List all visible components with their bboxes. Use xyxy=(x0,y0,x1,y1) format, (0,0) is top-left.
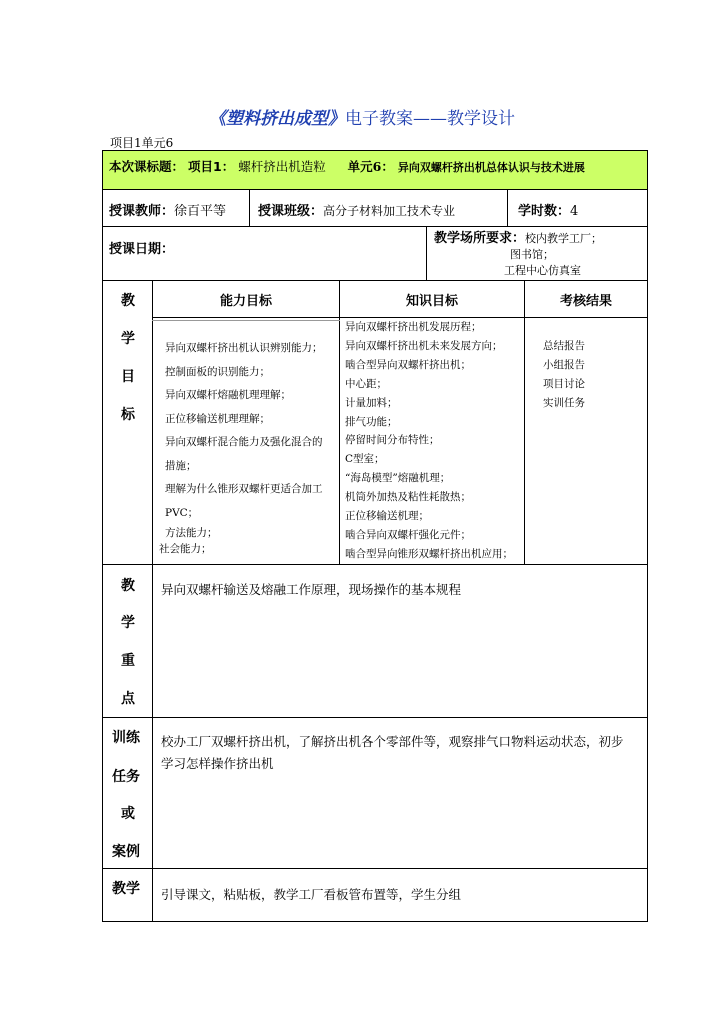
task-side-4: 案例 xyxy=(112,844,140,860)
teacher-label: 授课教师： xyxy=(109,204,175,219)
knowledge-item: 机筒外加热及粘性耗散热； xyxy=(345,491,471,504)
assessment-item: 小组报告 xyxy=(543,359,585,371)
assessment-header-cell xyxy=(524,280,648,318)
teaching-side: 教学 xyxy=(112,881,140,897)
task-text-line2: 学习怎样操作挤出机 xyxy=(161,756,274,771)
project-unit-label: 项目1单元6 xyxy=(110,136,174,150)
assessment-header: 考核结果 xyxy=(559,294,612,309)
venue-line3: 工程中心仿真室 xyxy=(504,264,581,277)
knowledge-item: C型室； xyxy=(345,453,385,466)
focus-side-1: 教 xyxy=(121,578,135,594)
date-label: 授课日期： xyxy=(109,242,175,257)
teaching-text: 引导课文，粘贴板，教学工厂看板管布置等，学生分组 xyxy=(161,887,462,902)
knowledge-item: 排气功能； xyxy=(345,415,398,428)
knowledge-item: 异向双螺杆挤出机未来发展方向； xyxy=(345,339,503,352)
knowledge-item: 停留时间分布特性； xyxy=(345,434,440,447)
assessment-item: 实训任务 xyxy=(543,397,585,409)
ability-item: 异向双螺杆混合能力及强化混合的 xyxy=(165,436,323,448)
knowledge-header: 知识目标 xyxy=(405,294,458,309)
venue-line2: 图书馆； xyxy=(510,248,554,261)
ability-item: 正位移输送机理理解； xyxy=(165,412,270,425)
ability-item: PVC； xyxy=(165,506,199,519)
teaching-content-cell xyxy=(152,868,648,922)
task-side-2: 任务 xyxy=(112,769,140,785)
assessment-item: 总结报告 xyxy=(543,340,585,352)
ability-item: 异向双螺杆挤出机认识辨别能力； xyxy=(165,342,323,354)
obj-side-3: 目 xyxy=(121,369,135,385)
ability-header: 能力目标 xyxy=(219,294,272,309)
lesson-title-label: 本次课标题： xyxy=(109,159,185,174)
hours-label: 学时数： xyxy=(518,204,571,219)
project-label: 项目1： xyxy=(188,159,235,174)
class-label: 授课班级： xyxy=(258,204,324,219)
knowledge-item: 中心距； xyxy=(345,377,387,390)
venue-label: 教学场所要求： xyxy=(434,231,526,246)
page-title xyxy=(0,104,724,129)
knowledge-item: 正位移输送机理； xyxy=(345,510,429,523)
focus-side-2: 学 xyxy=(121,615,135,631)
knowledge-item: 啮合异向双螺杆强化元件； xyxy=(345,528,471,541)
obj-side-2: 学 xyxy=(121,331,135,347)
title-suffix: 电子教案——教学设计 xyxy=(345,109,515,129)
knowledge-item: “海岛模型”熔融机理； xyxy=(345,472,451,485)
focus-content-cell xyxy=(152,564,648,718)
knowledge-item: 啮合型异向锥形双螺杆挤出机应用； xyxy=(345,547,513,560)
teacher-value: 徐百平等 xyxy=(174,204,227,219)
ability-item: 社会能力； xyxy=(159,543,212,555)
task-side-1: 训练 xyxy=(112,730,140,746)
ability-item: 措施； xyxy=(165,459,197,472)
class-cell xyxy=(249,189,508,227)
ability-item: 方法能力； xyxy=(165,527,218,539)
obj-side-1: 教 xyxy=(121,293,135,309)
task-text-line1: 校办工厂双螺杆挤出机，了解挤出机各个零部件等，观察排气口物料运动状态，初步 xyxy=(161,734,624,749)
focus-side-3: 重 xyxy=(121,653,135,669)
focus-text: 异向双螺杆输送及熔融工作原理，现场操作的基本规程 xyxy=(161,582,462,597)
class-value: 高分子材料加工技术专业 xyxy=(323,204,456,218)
ability-item: 异向双螺杆熔融机理理解； xyxy=(165,389,291,401)
ability-header-cell xyxy=(152,280,340,318)
hours-cell xyxy=(507,189,648,227)
task-content-cell xyxy=(152,717,648,869)
knowledge-header-cell xyxy=(339,280,525,318)
venue-cell xyxy=(426,226,648,281)
unit-label: 单元6： xyxy=(347,159,394,174)
assessment-item: 项目讨论 xyxy=(543,378,585,390)
obj-side-4: 标 xyxy=(121,407,135,423)
knowledge-item: 异向双螺杆挤出机发展历程； xyxy=(345,321,482,333)
ability-item: 控制面板的识别能力； xyxy=(165,365,270,378)
focus-side-4: 点 xyxy=(121,691,135,707)
date-cell xyxy=(102,226,427,281)
unit-name: 异向双螺杆挤出机总体认识与技术进展 xyxy=(397,161,585,174)
ability-content-cell xyxy=(152,317,340,565)
assessment-content-cell xyxy=(524,317,648,565)
knowledge-item: 啮合型异向双螺杆挤出机； xyxy=(345,358,471,371)
task-side-3: 或 xyxy=(121,806,135,822)
venue-line1: 校内教学工厂； xyxy=(525,232,603,245)
course-title: 《塑料挤出成型》 xyxy=(209,109,345,129)
hours-value: 4 xyxy=(570,204,579,219)
knowledge-item: 计量加料； xyxy=(345,396,398,409)
project-name: 螺杆挤出机造粒 xyxy=(238,159,326,174)
ability-item: 理解为什么锥形双螺杆更适合加工 xyxy=(165,483,323,495)
teacher-cell xyxy=(102,189,250,227)
lesson-title-row xyxy=(102,150,648,190)
